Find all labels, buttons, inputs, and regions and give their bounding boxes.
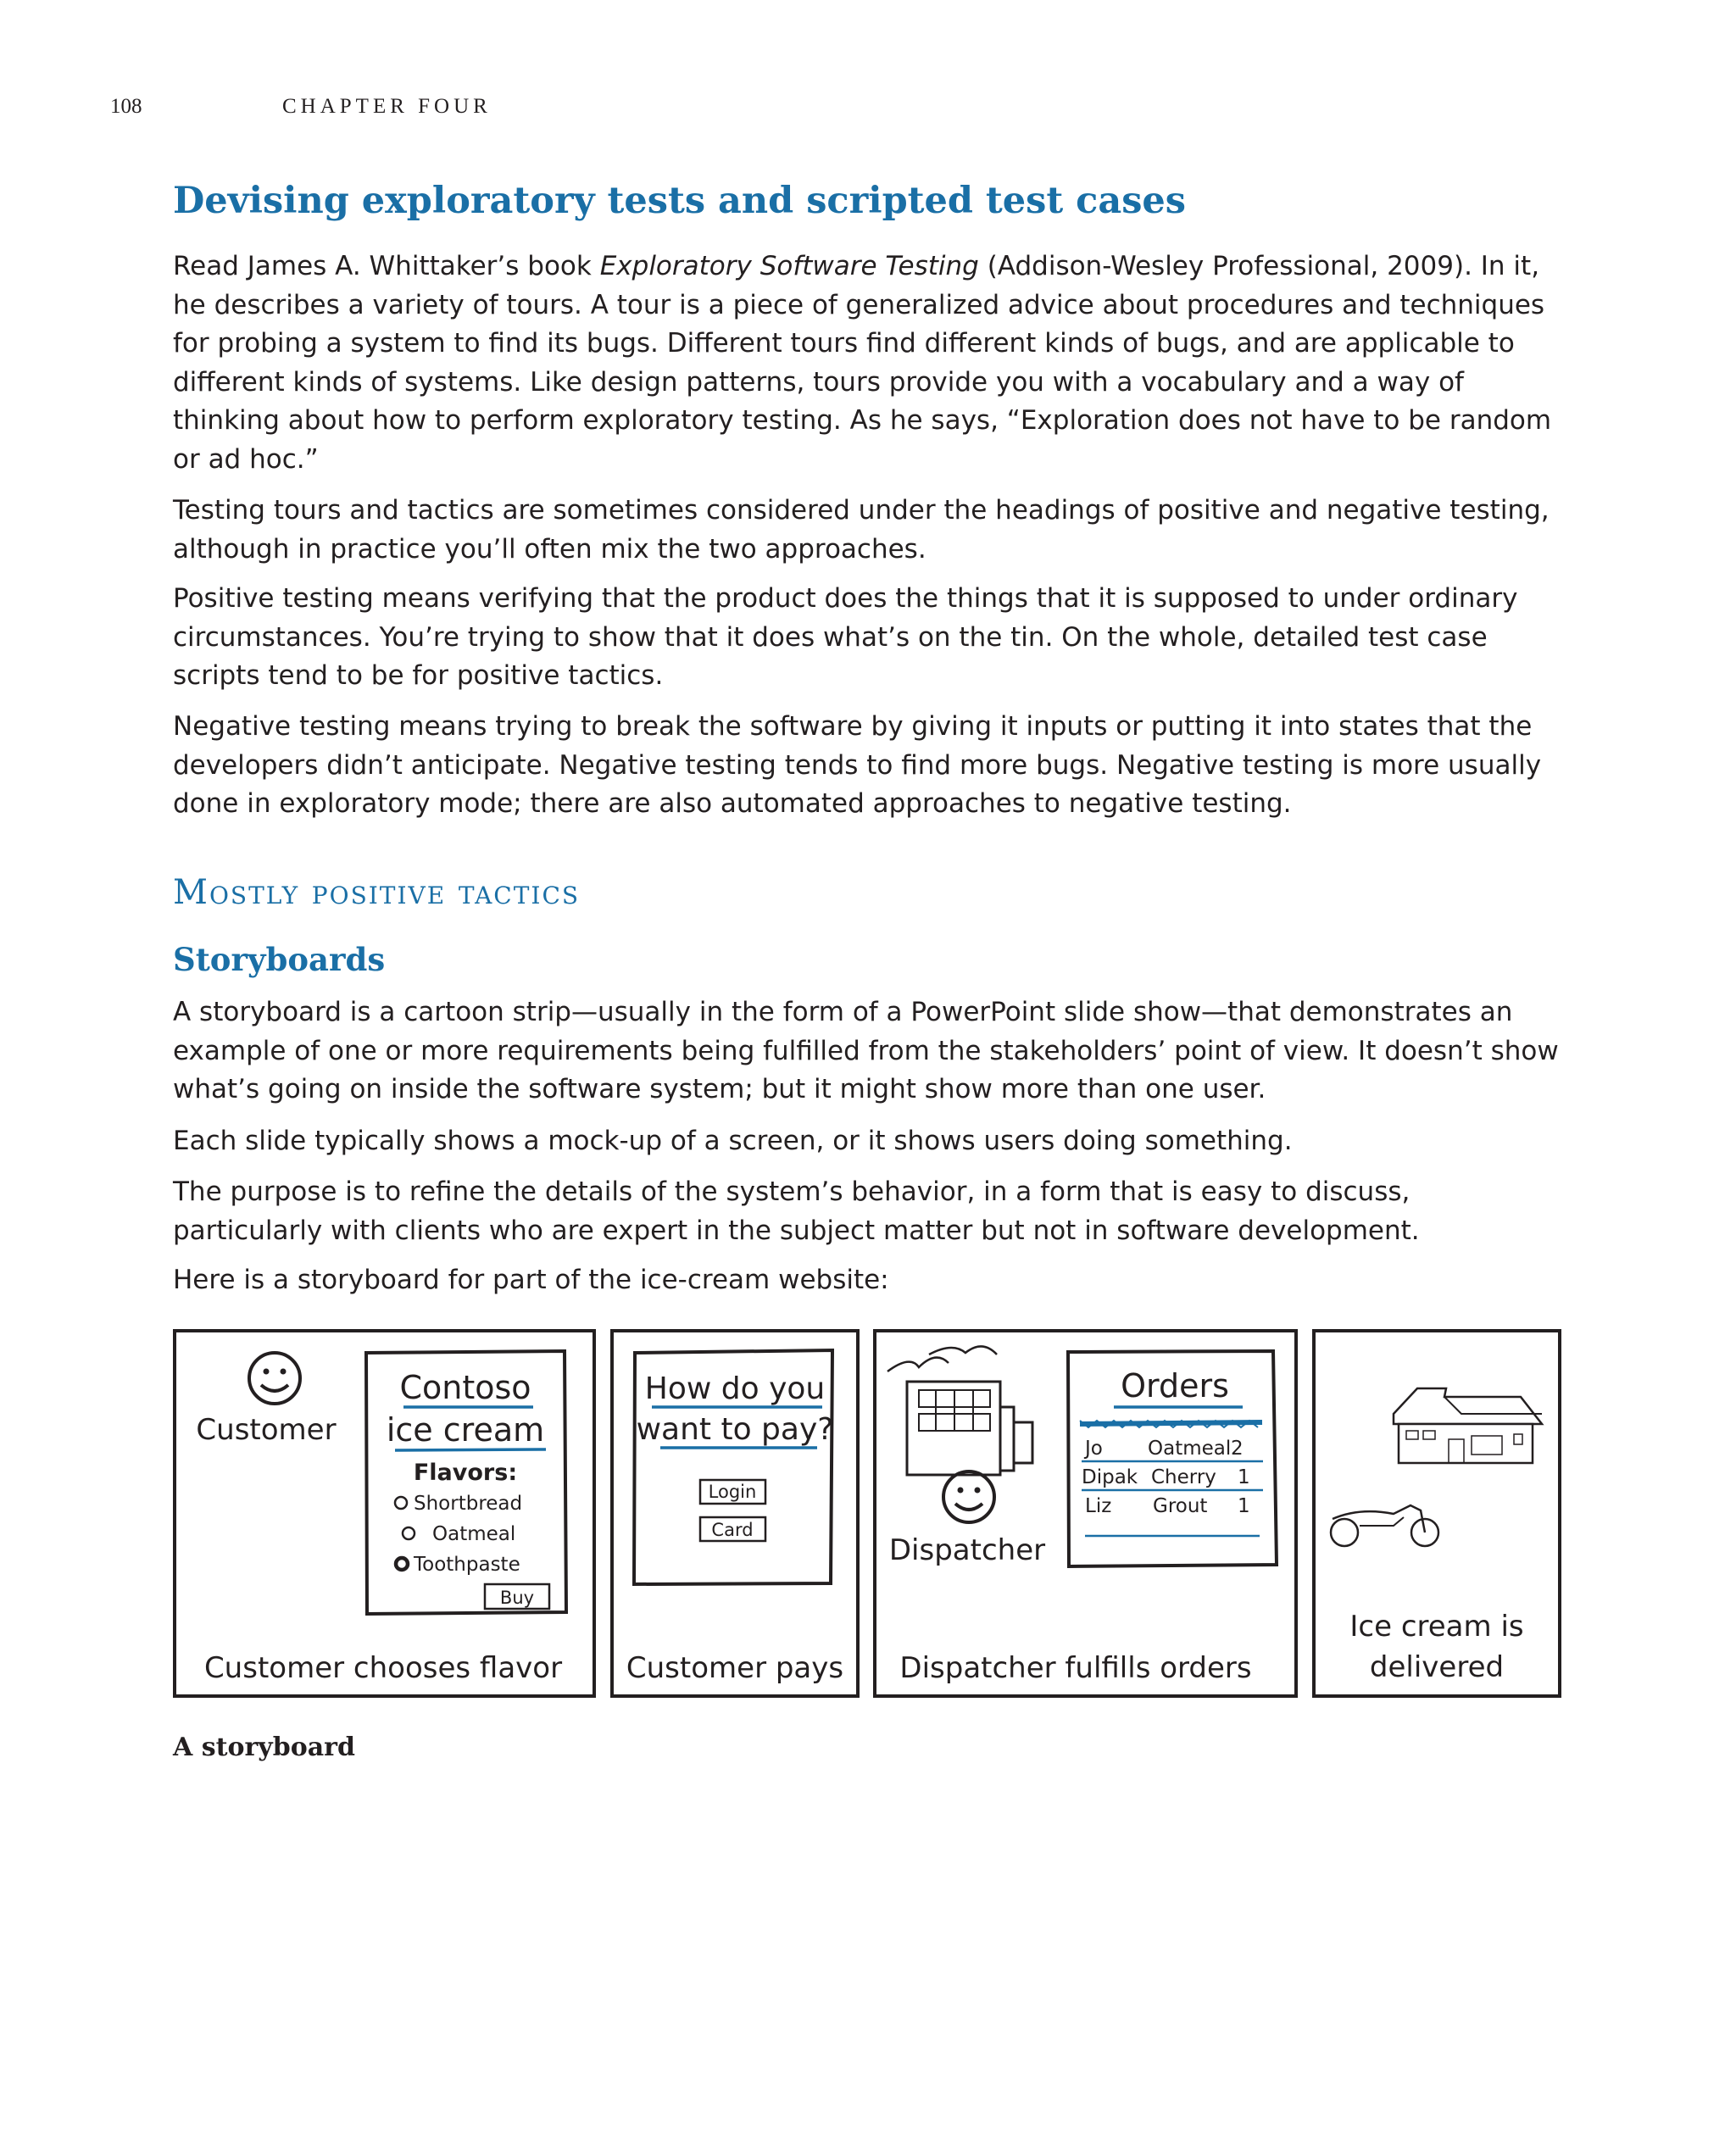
login-button-label: Login xyxy=(708,1482,757,1502)
panel-1-frame xyxy=(175,1331,594,1696)
chapter-label: CHAPTER FOUR xyxy=(282,95,492,118)
section-title: Devising exploratory tests and scripted test cases xyxy=(173,180,1186,222)
paragraph-tours-intro: Read James A. Whittaker’s book xyxy=(173,251,600,281)
order-qty: 1 xyxy=(1238,1495,1250,1517)
buy-button-label: Buy xyxy=(499,1588,535,1608)
order-flavor: Grout xyxy=(1153,1495,1208,1517)
panel-4-caption-2: delivered xyxy=(1369,1650,1505,1684)
figure-caption: A storyboard xyxy=(173,1733,355,1762)
option-oatmeal: Oatmeal xyxy=(432,1523,516,1545)
orders-title: Orders xyxy=(1121,1367,1229,1405)
paragraph-tours xyxy=(173,248,1560,479)
paragraph-positive: Positive testing means verifying that the product does the things that it is supposed to under ordinary circumstances. You’re trying to show that it does what’s on the tin. On the whole, detailed test case scripts tend to be for positive tactics. xyxy=(173,583,1518,691)
paragraph-intro-figure: Here is a storyboard for part of the ice-cream website: xyxy=(173,1265,889,1295)
actor-dispatcher: Dispatcher xyxy=(888,1533,1046,1567)
paragraph-storyboard-def: A storyboard is a cartoon strip—usually in the form of a PowerPoint slide show—that demonstrates an example of one or more requirements being fulfilled from the stakeholders’ point of view. It doesn’t show what’s going on inside the software system; but it might show more than one user. xyxy=(173,997,1559,1104)
flavors-label: Flavors: xyxy=(413,1460,518,1486)
panel-2-caption: Customer pays xyxy=(626,1651,844,1685)
house-icon xyxy=(1394,1388,1542,1463)
order-qty: 2 xyxy=(1231,1438,1244,1460)
order-name: Jo xyxy=(1085,1438,1103,1460)
paragraph-tactics: Testing tours and tactics are sometimes considered under the headings of positive and negative testing, although in practice you’ll often mix the two approaches. xyxy=(173,495,1550,565)
paragraph-purpose: The purpose is to refine the details of the system’s behavior, in a form that is easy to discuss, particularly with clients who are expert in the subject matter but not in software development. xyxy=(173,1176,1420,1246)
storyboard-panel-4 xyxy=(1314,1331,1560,1696)
paragraph-negative: Negative testing means trying to break the software by giving it inputs or putting it into states that the developers didn’t anticipate. Negative testing tends to find more bugs. Negative testing is more usually done in exploratory mode; there are also automated approaches to negative testing. xyxy=(173,711,1542,819)
running-head xyxy=(110,95,492,119)
panel-4-caption-1: Ice cream is xyxy=(1349,1610,1524,1644)
order-flavor: Oatmeal xyxy=(1148,1438,1232,1460)
order-qty: 1 xyxy=(1238,1466,1250,1488)
storyboard-panel-2 xyxy=(612,1331,858,1696)
option-shortbread: Shortbread xyxy=(414,1493,523,1515)
order-flavor: Cherry xyxy=(1151,1466,1216,1488)
paragraph-slides: Each slide typically shows a mock-up of a screen, or it shows users doing something. xyxy=(173,1126,1293,1156)
screen-title-contoso: Contoso xyxy=(399,1369,531,1406)
panel-3-caption: Dispatcher fulfills orders xyxy=(899,1651,1252,1685)
subsection-title: Mostly positive tactics xyxy=(173,873,581,912)
storyboard-panel-1 xyxy=(175,1331,594,1696)
payment-title-2: want to pay? xyxy=(636,1412,834,1447)
card-button-label: Card xyxy=(711,1520,754,1540)
actor-customer: Customer xyxy=(196,1413,337,1447)
book-title: Exploratory Software Testing xyxy=(599,251,979,281)
page-number: 108 xyxy=(110,95,142,118)
subsection-subtitle: Storyboards xyxy=(173,941,386,978)
panel-1-caption: Customer chooses flavor xyxy=(203,1651,563,1685)
order-name: Dipak xyxy=(1082,1466,1138,1488)
storyboard-panel-3 xyxy=(875,1331,1296,1696)
screen-title-icecream: ice cream xyxy=(386,1411,545,1449)
order-name: Liz xyxy=(1085,1495,1112,1517)
storyboard-figure xyxy=(173,1329,1563,1699)
payment-title-1: How do you xyxy=(644,1371,826,1406)
paragraph-tours-rest: (Addison-Wesley Professional, 2009). In it, he describes a variety of tours. A tour is a piece of generalized advice about procedures and techniques for probing a system to find its bugs. Different tours find different kinds of bugs, and are applicable to different kinds of systems. Like design patterns, tours provide you with a vocabulary and a way of thinking about how to perform exploratory testing. As he says, “Exploration does not have to be random or ad hoc.” xyxy=(173,251,1552,475)
option-toothpaste: Toothpaste xyxy=(414,1554,520,1576)
